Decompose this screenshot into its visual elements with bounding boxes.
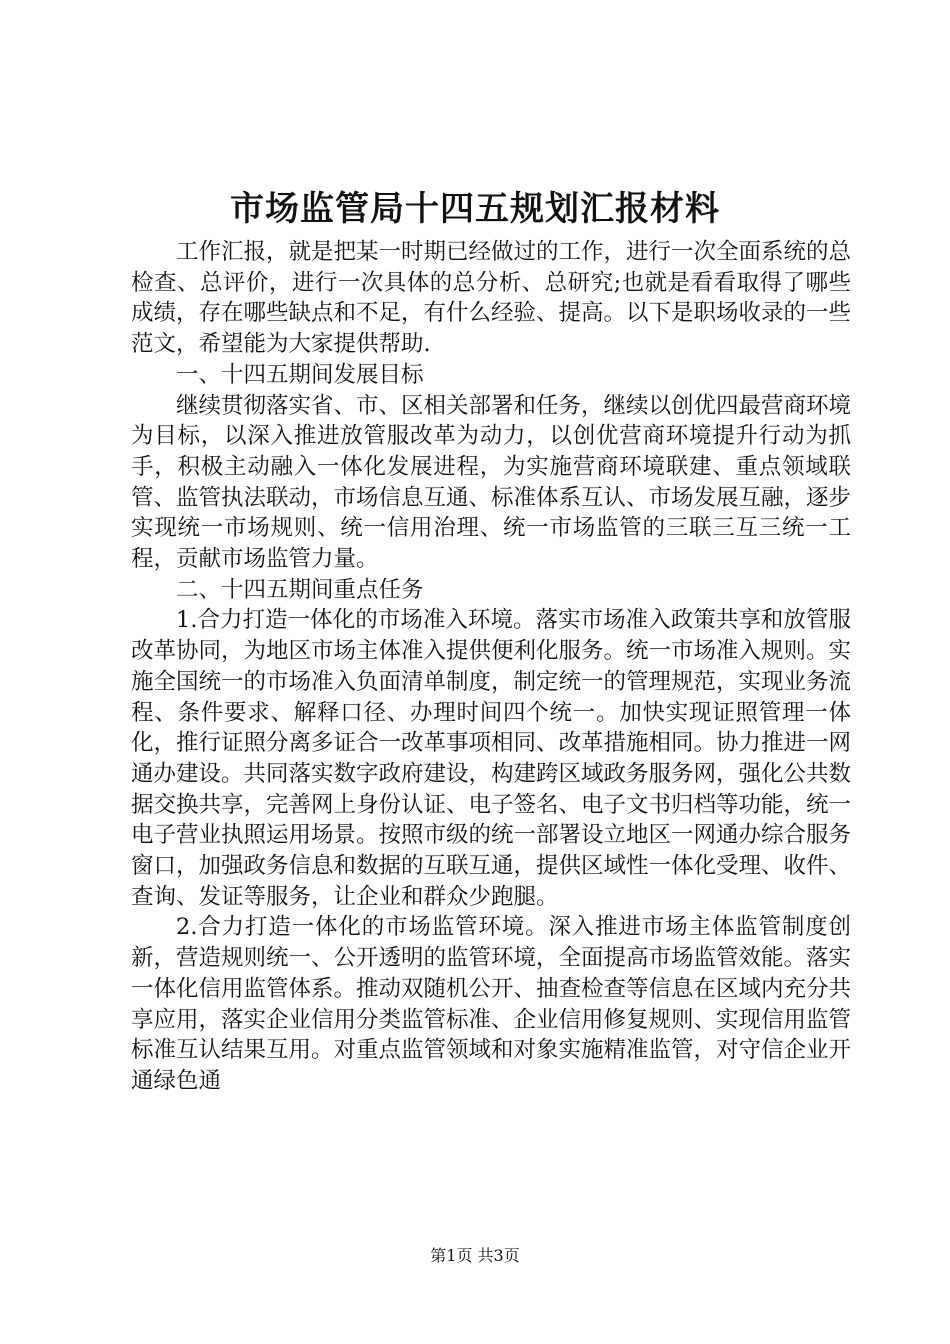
paragraph-intro: 工作汇报，就是把某一时期已经做过的工作，进行一次全面系统的总检查、总评价，进行一次具体的总分析、总研究;也就是看看取得了哪些成绩，存在哪些缺点和不足，有什么经验、提高。以下是职场收录的一些范文，希望能为大家提供帮助. [131, 239, 852, 358]
paragraph-task-2: 2.合力打造一体化的市场监管环境。深入推进市场主体监管制度创新，营造规则统一、公开透明的监管环境，全面提高市场监管效能。落实一体化信用监管体系。推动双随机公开、抽查检查等信息在区域内充分共享应用，落实企业信用分类监管标准、企业信用修复规则、实现信用监管标准互认结果互用。对重点监管领域和对象实施精准监管，对守信企业开通绿色通 [131, 914, 852, 1094]
section-heading-goals: 一、十四五期间发展目标 [176, 361, 424, 388]
section-heading-tasks: 二、十四五期间重点任务 [176, 576, 424, 603]
document-body [131, 237, 851, 1097]
page-footer: 第1页 共3页 [430, 1246, 520, 1265]
paragraph-task-1: 1.合力打造一体化的市场准入环境。落实市场准入政策共享和放管服改革协同，为地区市场主体准入提供便利化服务。统一市场准入规则。实施全国统一的市场准入负面清单制度，制定统一的管理规范，实现业务流程、条件要求、解释口径、办理时间四个统一。加快实现证照管理一体化，推行证照分离多证合一改革事项相同、改革措施相同。协力推进一网通办建设。共同落实数字政府建设，构建跨区域政务服务网，强化公共数据交换共享，完善网上身份认证、电子签名、电子文书归档等功能，统一电子营业执照运用场景。按照市级的统一部署设立地区一网通办综合服务窗口，加强政务信息和数据的互联互通，提供区域性一体化受理、收件、查询、发证等服务，让企业和群众少跑腿。 [131, 607, 852, 910]
paragraph-goals: 继续贯彻落实省、市、区相关部署和任务，继续以创优四最营商环境为目标，以深入推进放管服改革为动力，以创优营商环境提升行动为抓手，积极主动融入一体化发展进程，为实施营商环境联建、重点领域联管、监管执法联动，市场信息互通、标准体系互认、市场发展互融，逐步实现统一市场规则、统一信用治理、统一市场监管的三联三互三统一工程，贡献市场监管力量。 [131, 392, 852, 573]
document-title: 市场监管局十四五规划汇报材料 [230, 189, 720, 229]
